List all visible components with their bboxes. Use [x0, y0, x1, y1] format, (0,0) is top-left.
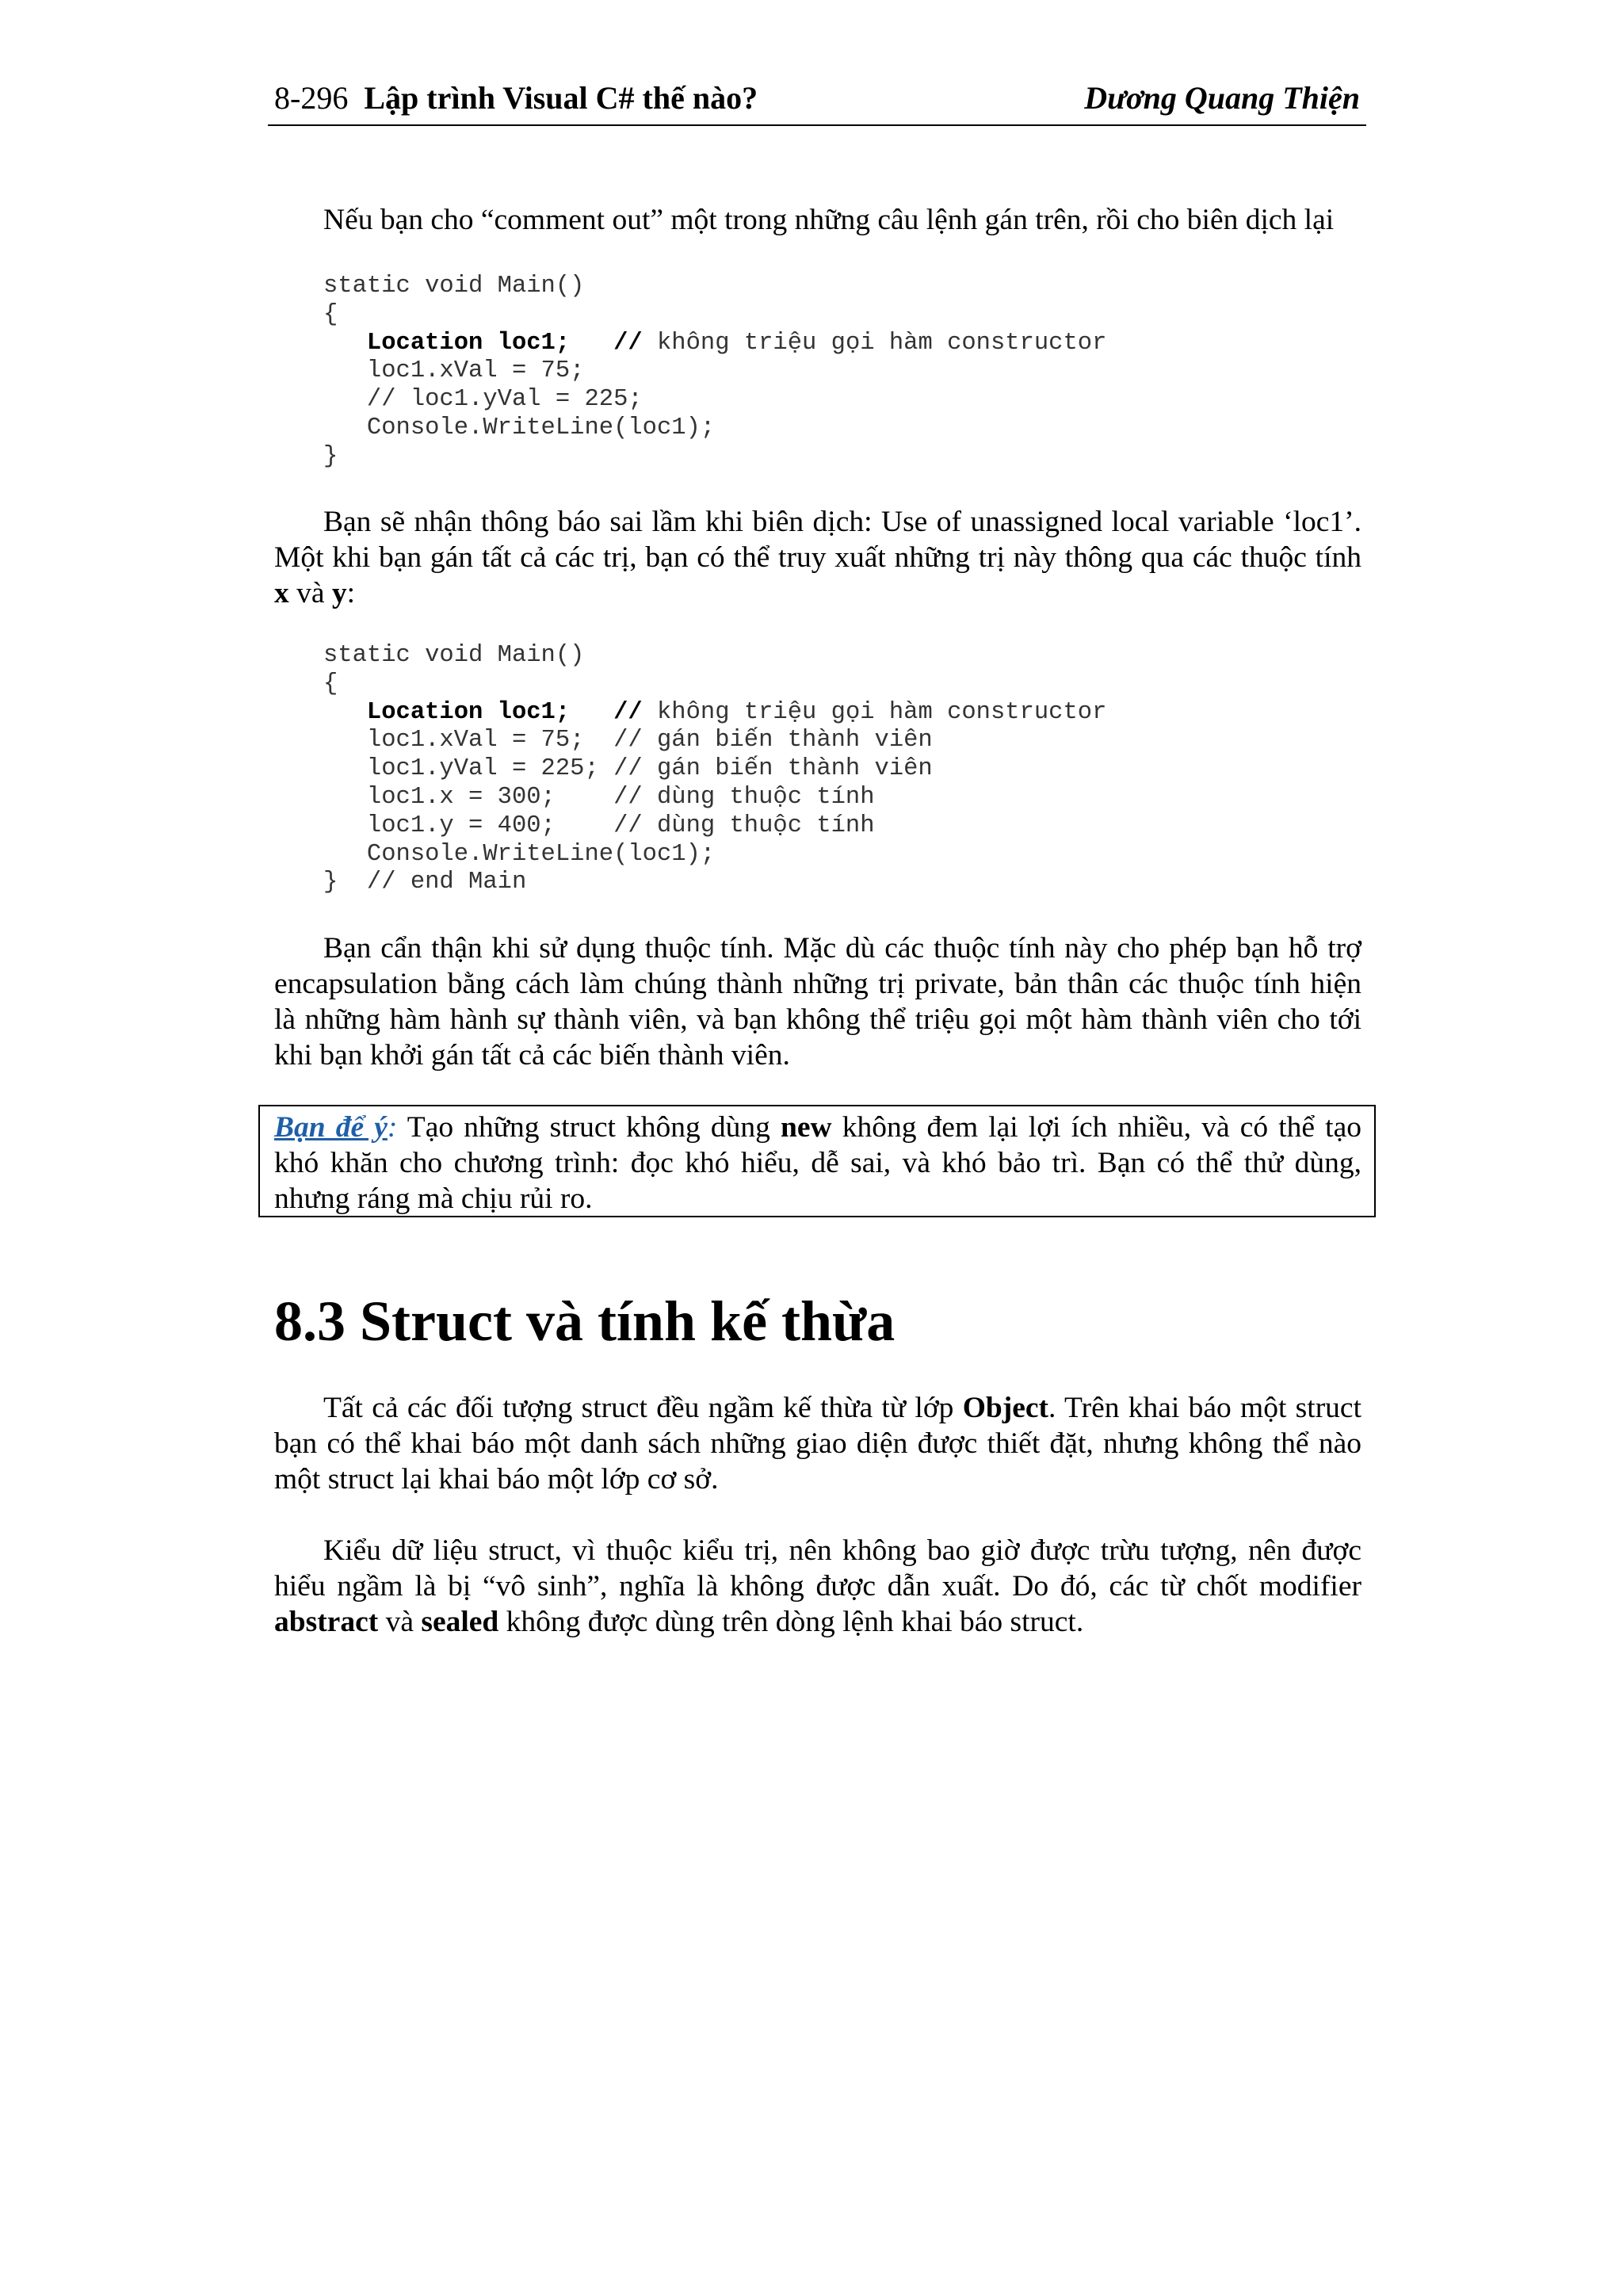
code-line: loc1.xVal = 75;: [366, 357, 585, 385]
note-line: [274, 1110, 1361, 1145]
paragraph-3: [274, 930, 1361, 1073]
note-line: khó khăn cho chương trình: đọc khó hiểu, dễ sai, và khó bảo trì. Bạn có thể thử dùng,: [274, 1147, 1361, 1179]
code-block-1: [323, 273, 1106, 472]
comment-slashes: //: [613, 698, 643, 726]
code-line: // loc1.yVal = 225;: [366, 386, 643, 414]
paragraph-line: là những hàm hành sự thành viên, và bạn không thể triệu gọi một hàm thành viên cho tới: [274, 1003, 1361, 1036]
intro-paragraph: [274, 202, 1361, 238]
note-box: [258, 1105, 1376, 1217]
bold-term: Object: [962, 1392, 1049, 1424]
paragraph-line: [274, 575, 1361, 611]
paragraph-line: Bạn cẩn thận khi sử dụng thuộc tính. Mặc dù các thuộc tính này cho phép bạn hỗ trợ: [323, 932, 1361, 965]
text-fragment: :: [346, 577, 356, 609]
code-line: loc1.yVal = 225; // gán biến thành viên: [366, 755, 933, 783]
paragraph-4: [274, 1390, 1361, 1497]
paragraph-line: [274, 1604, 1361, 1640]
code-line: } // end Main: [323, 869, 527, 896]
section-heading: 8.3 Struct và tính kế thừa: [274, 1289, 896, 1353]
code-line: {: [323, 670, 338, 697]
code-line: loc1.xVal = 75; // gán biến thành viên: [366, 727, 933, 755]
code-line: loc1.y = 400; // dùng thuộc tính: [366, 812, 875, 839]
code-line: Console.WriteLine(loc1);: [366, 840, 716, 868]
text-fragment: . Trên khai báo một struct: [1048, 1392, 1361, 1424]
paragraph-line: Kiểu dữ liệu struct, vì thuộc kiểu trị, nên không bao giờ được trừu tượng, nên được: [323, 1534, 1361, 1567]
paragraph-line: một struct lại khai báo một lớp cơ sở.: [274, 1463, 719, 1496]
paragraph-line: encapsulation bằng cách làm chúng thành những trị private, bản thân các thuộc tính hiện: [274, 968, 1361, 1000]
paragraph-line: hiểu ngầm là bị “vô sinh”, nghĩa là không được dẫn xuất. Do đó, các từ chốt modifier: [274, 1570, 1361, 1603]
code-line-bold: Location loc1;: [366, 329, 571, 357]
paragraph-line: Một khi bạn gán tất cả các trị, bạn có thể truy xuất những trị này thông qua các thuộc tính: [274, 541, 1361, 574]
author-name: Dương Quang Thiện: [1084, 80, 1360, 116]
page-number: 8-296: [274, 80, 349, 116]
paragraph-line: Bạn sẽ nhận thông báo sai lầm khi biên dịch: Use of unassigned local variable ‘loc1’.: [323, 506, 1361, 538]
text-fragment: Tất cả các đối tượng struct đều ngầm kế thừa từ lớp: [323, 1392, 963, 1424]
code-line: {: [323, 300, 338, 328]
code-comment: không triệu gọi hàm constructor: [642, 329, 1107, 357]
code-line: Console.WriteLine(loc1);: [366, 414, 716, 441]
paragraph-line: bạn có thể khai báo một danh sách những giao diện được thiết đặt, nhưng không thể nào: [274, 1427, 1361, 1460]
paragraph-line: [274, 1390, 1361, 1426]
code-line: loc1.x = 300; // dùng thuộc tính: [366, 783, 875, 811]
code-line: static void Main(): [323, 642, 585, 669]
code-line: static void Main(): [323, 273, 585, 300]
code-line-bold: Location loc1;: [366, 698, 571, 726]
paragraph-5: [274, 1533, 1361, 1640]
book-title: Lập trình Visual C# thế nào?: [364, 80, 758, 116]
text-fragment: và: [378, 1606, 422, 1638]
bold-term: x: [274, 577, 289, 609]
paragraph-line: khi bạn khởi gán tất cả các biến thành viên.: [274, 1039, 790, 1072]
paragraph-2: [274, 504, 1361, 611]
intro-line: Nếu bạn cho “comment out” một trong những câu lệnh gán trên, rồi cho biên dịch lại: [323, 204, 1335, 236]
page-header: [268, 73, 1366, 127]
note-text: [274, 1110, 1361, 1217]
text-fragment: Tạo những struct không dùng: [397, 1111, 781, 1144]
header-left: [274, 79, 758, 117]
comment-slashes: //: [613, 329, 643, 357]
note-colon: :: [387, 1111, 398, 1144]
text-fragment: không được dùng trên dòng lệnh khai báo struct.: [498, 1606, 1084, 1638]
text-fragment: không đem lại lợi ích nhiều, và có thể tạo: [831, 1111, 1361, 1144]
code-line: }: [323, 442, 338, 470]
code-comment: không triệu gọi hàm constructor: [642, 698, 1107, 726]
note-line: nhưng ráng mà chịu rủi ro.: [274, 1182, 593, 1215]
bold-term: new: [781, 1111, 832, 1144]
bold-term: abstract: [274, 1606, 379, 1638]
bold-term: y: [331, 577, 347, 609]
header-divider: [268, 124, 1366, 126]
code-block-2: [323, 642, 1106, 897]
note-label: Bạn để ý: [274, 1111, 388, 1144]
bold-term: sealed: [421, 1606, 499, 1638]
text-fragment: và: [288, 577, 332, 609]
